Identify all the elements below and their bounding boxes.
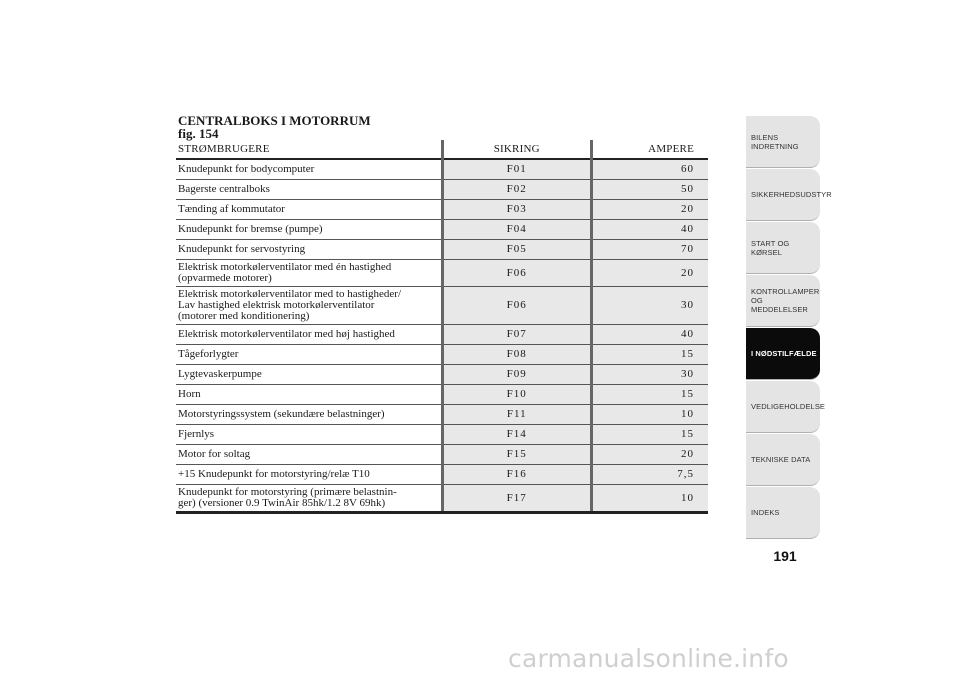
cell-consumer: [176, 220, 442, 240]
consumer-text-line: Knudepunkt for bodycomputer: [178, 163, 315, 175]
cell-fuse: F02: [442, 180, 591, 200]
cell-consumer: [176, 260, 442, 287]
consumer-text-line: Knudepunkt for bremse (pumpe): [178, 223, 323, 235]
chapter-tab[interactable]: [746, 116, 820, 168]
consumer-text-line: Motor for soltag: [178, 448, 251, 460]
consumer-text-line: Tænding af kommutator: [178, 203, 285, 215]
cell-fuse: F16: [442, 465, 591, 485]
cell-ampere: 15: [591, 345, 708, 365]
chapter-tab-label: INDEKS: [751, 508, 780, 517]
chapter-tabs: [746, 116, 832, 540]
watermark: carmanualsonline.info: [508, 644, 789, 673]
consumer-text-line: Knudepunkt for motorstyring (primære belastnin-: [178, 486, 397, 498]
page-number: 191: [773, 548, 797, 564]
table-row: [176, 220, 708, 240]
table-row: [176, 287, 708, 325]
table-body: [176, 159, 708, 513]
cell-fuse: F05: [442, 240, 591, 260]
cell-fuse: F09: [442, 365, 591, 385]
cell-consumer: [176, 465, 442, 485]
cell-ampere: 10: [591, 405, 708, 425]
cell-consumer: [176, 287, 442, 325]
table-row: [176, 425, 708, 445]
column-header-fuse: SIKRING: [442, 140, 591, 159]
cell-fuse: F10: [442, 385, 591, 405]
chapter-tab-label: TEKNISKE DATA: [751, 455, 811, 464]
cell-ampere: 30: [591, 365, 708, 385]
consumer-text-line: Horn: [178, 388, 201, 400]
cell-ampere: 50: [591, 180, 708, 200]
chapter-tab[interactable]: [746, 275, 820, 327]
cell-consumer: [176, 425, 442, 445]
consumer-text-line: Elektrisk motorkølerventilator med høj hastighed: [178, 328, 395, 340]
cell-consumer: [176, 485, 442, 513]
consumer-text-line: Knudepunkt for servostyring: [178, 243, 306, 255]
chapter-tab[interactable]: [746, 169, 832, 221]
cell-consumer: [176, 345, 442, 365]
cell-ampere: 15: [591, 385, 708, 405]
section-title: CENTRALBOKS I MOTORRUM: [178, 113, 371, 128]
cell-ampere: 20: [591, 200, 708, 220]
cell-fuse: F17: [442, 485, 591, 513]
cell-ampere: 20: [591, 260, 708, 287]
consumer-text-line: +15 Knudepunkt for motorstyring/relæ T10: [178, 468, 370, 480]
consumer-text-line: Elektrisk motorkølerventilator med én hastighed: [178, 261, 392, 273]
fuse-table: [176, 140, 708, 514]
table-header-row: [176, 140, 708, 159]
cell-fuse: F06: [442, 287, 591, 325]
column-header-consumer: STRØMBRUGERE: [176, 140, 442, 159]
figure-reference: fig. 154: [178, 126, 219, 141]
cell-ampere: 7,5: [591, 465, 708, 485]
section-heading: [178, 114, 478, 140]
cell-fuse: F14: [442, 425, 591, 445]
cell-consumer: [176, 325, 442, 345]
table-row: [176, 180, 708, 200]
table-row: [176, 345, 708, 365]
cell-consumer: [176, 159, 442, 180]
cell-ampere: 60: [591, 159, 708, 180]
cell-fuse: F15: [442, 445, 591, 465]
chapter-tab[interactable]: [746, 487, 820, 539]
table-row: [176, 385, 708, 405]
table-row: [176, 365, 708, 385]
chapter-tab[interactable]: [746, 434, 820, 486]
consumer-text-line: Lav hastighed elektrisk motorkølerventilator: [178, 299, 375, 311]
table-row: [176, 465, 708, 485]
table-row: [176, 159, 708, 180]
chapter-tab-label: START OG KØRSEL: [751, 238, 790, 257]
chapter-tab-label: I NØDSTILFÆLDE: [751, 349, 817, 358]
cell-consumer: [176, 180, 442, 200]
consumer-text-line: ger) (versioner 0.9 TwinAir 85hk/1.2 8V 69hk): [178, 497, 386, 509]
cell-ampere: 15: [591, 425, 708, 445]
cell-consumer: [176, 385, 442, 405]
consumer-text-line: Lygtevaskerpumpe: [178, 368, 262, 380]
table-row: [176, 405, 708, 425]
chapter-tab-label: SIKKERHEDSUDSTYR: [751, 190, 832, 199]
consumer-text-line: Motorstyringssystem (sekundære belastninger): [178, 408, 385, 420]
chapter-tab-label: BILENS INDRETNING: [751, 132, 799, 151]
table-row: [176, 260, 708, 287]
cell-fuse: F01: [442, 159, 591, 180]
cell-consumer: [176, 405, 442, 425]
consumer-text-line: Bagerste centralboks: [178, 183, 270, 195]
chapter-tab[interactable]: [746, 222, 820, 274]
table-row: [176, 200, 708, 220]
cell-ampere: 20: [591, 445, 708, 465]
chapter-tab-label: VEDLIGEHOLDELSE: [751, 402, 826, 411]
consumer-text-line: Fjernlys: [178, 428, 215, 440]
consumer-text-line: (motorer med konditionering): [178, 310, 310, 322]
cell-ampere: 40: [591, 220, 708, 240]
cell-fuse: F03: [442, 200, 591, 220]
cell-consumer: [176, 445, 442, 465]
cell-fuse: F06: [442, 260, 591, 287]
cell-ampere: 10: [591, 485, 708, 513]
table-row: [176, 325, 708, 345]
column-header-ampere: AMPERE: [591, 140, 708, 159]
cell-consumer: [176, 200, 442, 220]
cell-fuse: F08: [442, 345, 591, 365]
cell-consumer: [176, 240, 442, 260]
table-row: [176, 485, 708, 513]
chapter-tab[interactable]: [746, 328, 820, 380]
table-row: [176, 240, 708, 260]
cell-ampere: 70: [591, 240, 708, 260]
consumer-text-line: (opvarmede motorer): [178, 272, 272, 284]
cell-ampere: 40: [591, 325, 708, 345]
chapter-tab-label: KONTROLLAMPER OG MEDDELELSER: [751, 287, 820, 314]
cell-consumer: [176, 365, 442, 385]
cell-fuse: F04: [442, 220, 591, 240]
cell-fuse: F07: [442, 325, 591, 345]
cell-ampere: 30: [591, 287, 708, 325]
consumer-text-line: Tågeforlygter: [178, 348, 239, 360]
table-row: [176, 445, 708, 465]
cell-fuse: F11: [442, 405, 591, 425]
chapter-tab[interactable]: [746, 381, 826, 433]
consumer-text-line: Elektrisk motorkølerventilator med to hastigheder/: [178, 288, 401, 300]
